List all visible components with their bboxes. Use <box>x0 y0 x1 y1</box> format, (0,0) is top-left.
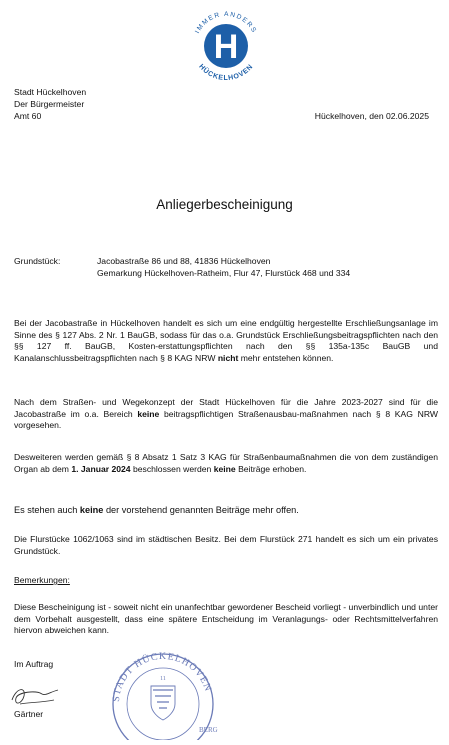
signer-name: Gärtner <box>14 709 44 719</box>
sender-mayor: Der Bürgermeister <box>14 99 85 109</box>
property-label: Grundstück: <box>14 256 61 266</box>
official-stamp <box>103 640 221 740</box>
paragraph-remarks: Diese Bescheinigung ist - soweit nicht ein unanfechtbar gewordener Bescheid vorliegt - unverbindlich und unter dem Vorbehalt ausgestellt, dass eine spätere Entscheidung im Veranlagungs- oder Rechtsmittelverfahren hiervon abweichen kann. <box>14 602 438 636</box>
logo-arc-bottom: HÜCKELHOVEN <box>197 63 255 82</box>
remarks-heading: Bemerkungen: <box>14 575 70 585</box>
sender-office: Amt 60 <box>14 111 42 121</box>
document-title: Anliegerbescheinigung <box>156 197 293 212</box>
logo-letter: H <box>213 28 239 66</box>
paragraph-development: Bei der Jacobastraße in Hückelhoven handelt es sich um eine endgültig hergestellte Erschließungsanlage im Sinne des § 127 Abs. 2 Nr. 1 BauGB, sodass für das o.a. Grundstück Erschließungsbeitragspflichten nach den §§ 127 ff. BauGB, Kosten-erstattungspflichten nach den §§ 135a-135c BauGB und Kanalanschlussbeitragspflichten nach § 8 KAG NRW nicht mehr entstehen können. <box>14 318 438 363</box>
logo-arc-top: IMMER ANDERS <box>194 10 258 35</box>
paragraph-road-concept: Nach dem Straßen- und Wegekonzept der Stadt Hückelhoven für die Jahre 2023-2027 sind für die Jacobastraße im o.a. Bereich keine beitragspflichtigen Straßenausbau-maßnahmen nach § 8 KAG NRW vorgesehen. <box>14 397 438 431</box>
property-cadastre: Gemarkung Hückelhoven-Ratheim, Flur 47, Flurstück 468 und 334 <box>97 268 351 278</box>
sender-city: Stadt Hückelhoven <box>14 87 87 97</box>
property-details <box>97 255 350 279</box>
stamp-shield-icon <box>151 686 175 720</box>
property-address: Jacobastraße 86 und 88, 41836 Hückelhoven <box>97 256 271 266</box>
on-behalf: Im Auftrag <box>14 659 54 669</box>
paragraph-open-fees: Es stehen auch keine der vorstehend genannten Beiträge mehr offen. <box>14 505 299 515</box>
stamp-number: 11 <box>160 676 166 682</box>
stamp-text: STADT HÜCKELHOVEN <box>110 651 214 703</box>
place-date: Hückelhoven, den 02.06.2025 <box>314 111 429 121</box>
city-logo <box>178 2 274 82</box>
paragraph-kag: Desweiteren werden gemäß § 8 Absatz 1 Satz 3 KAG für Straßenbaumaßnahmen die von dem zuständigen Organ ab dem 1. Januar 2024 beschlossen werden keine Beiträge erhoben. <box>14 452 438 474</box>
paragraph-parcels: Die Flurstücke 1062/1063 sind im städtischen Besitz. Bei dem Flurstück 271 handelt es sich um ein privates Grundstück. <box>14 534 438 556</box>
stamp-text-bottom: BERG <box>199 726 218 734</box>
sender-block <box>14 86 86 122</box>
